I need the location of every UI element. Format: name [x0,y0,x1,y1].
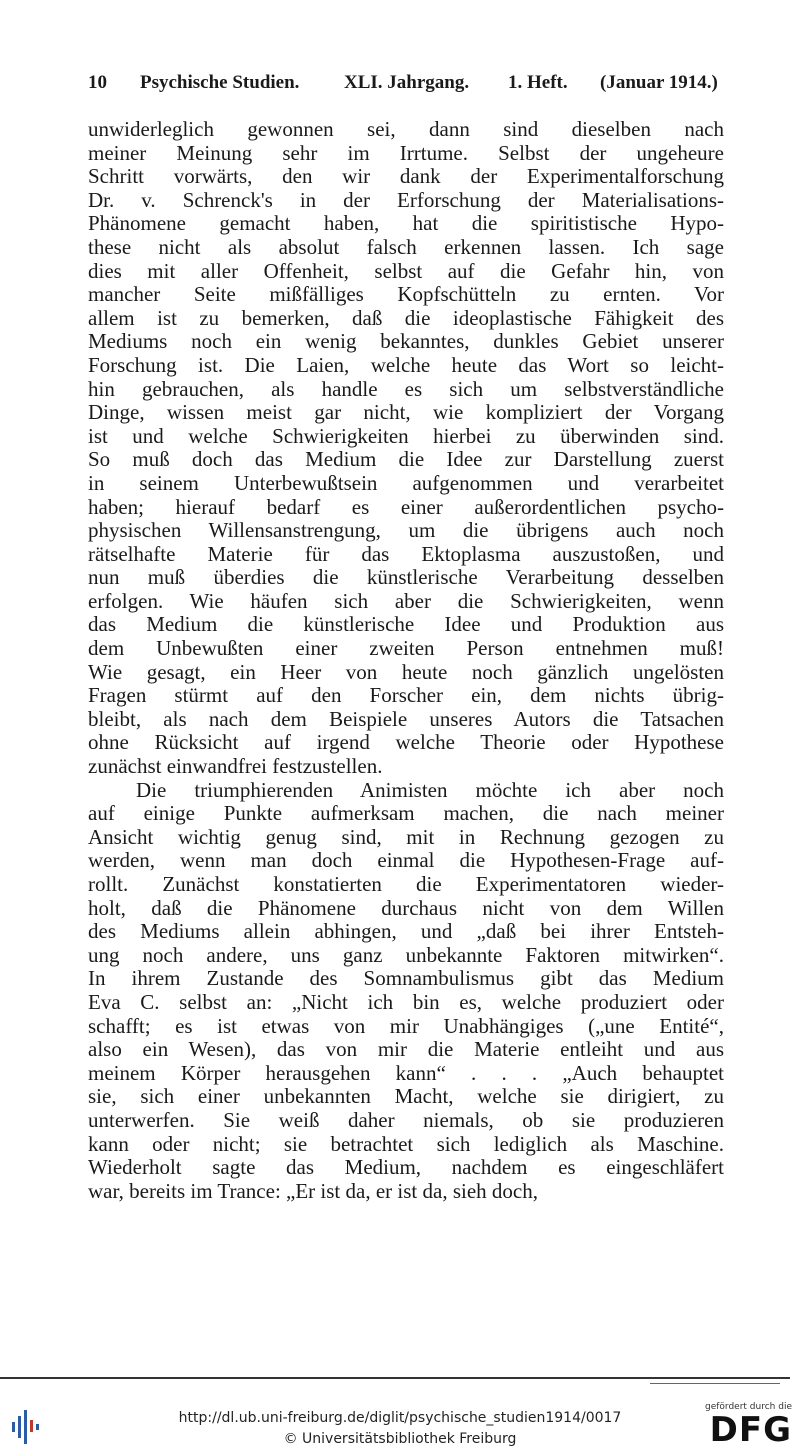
text-line: Phänomene gemacht haben, hat die spiritistische Hypo- [88,212,724,236]
running-header [88,72,724,100]
text-line: kann oder nicht; sie betrachtet sich lediglich als Maschine. [88,1132,724,1156]
text-line: In ihrem Zustande des Somnambulismus gibt das Medium [88,967,724,991]
issue: 1. Heft. [508,72,568,93]
text-line: Eva C. selbst an: „Nicht ich bin es, welche produziert oder [88,990,724,1014]
text-line: Fragen stürmt auf den Forscher ein, dem nichts übrig- [88,684,724,708]
dfg-caption: gefördert durch die [705,1402,792,1412]
text-line: also ein Wesen), das von mir die Materie entleiht und aus [88,1038,724,1062]
text-line: allem ist zu bemerken, daß die ideoplastische Fähigkeit des [88,306,724,330]
text-line: dies mit aller Offenheit, selbst auf die Gefahr hin, von [88,259,724,283]
text-line: So muß doch das Medium die Idee zur Darstellung zuerst [88,448,724,472]
journal-title: Psychische Studien. [140,72,300,93]
text-line: unwiderleglich gewonnen sei, dann sind dieselben nach [88,118,724,141]
text-line: zunächst einwandfrei festzustellen. [88,755,383,779]
text-line: ist und welche Schwierigkeiten hierbei zu überwinden sind. [88,424,724,448]
text-line: unterwerfen. Sie weiß daher niemals, ob sie produzieren [88,1108,724,1132]
text-line: Wiederholt sagte das Medium, nachdem es eingeschläfert [88,1156,724,1180]
text-line: erfolgen. Wie häufen sich aber die Schwierigkeiten, wenn [88,589,724,613]
text-line: haben; hierauf bedarf es einer außerordentlichen psycho- [88,495,724,519]
text-line: meiner Meinung sehr im Irrtume. Selbst der ungeheure [88,141,724,165]
body-text [88,118,724,1203]
volume: XLI. Jahrgang. [344,72,470,93]
text-line: rollt. Zunächst konstatierten die Experimentatoren wieder- [88,873,724,896]
text-line: Dinge, wissen meist gar nicht, wie kompliziert der Vorgang [88,401,724,425]
text-line: ung noch andere, uns ganz unbekannte Faktoren mitwirken“. [88,943,724,967]
bottom-rule [0,1377,790,1379]
text-line: Mediums noch ein wenig bekanntes, dunkles Gebiet unserer [88,330,724,354]
text-line: war, bereits im Trance: „Er ist da, er ist da, sieh doch, [88,1179,538,1203]
text-line: des Mediums allein abhingen, und „daß bei ihrer Entsteh- [88,920,724,944]
copyright-notice: © Universitätsbibliothek Freiburg [283,1431,517,1447]
text-line: Die triumphierenden Animisten möchte ich aber noch [136,778,724,802]
text-line: nun muß überdies die künstlerische Verarbeitung desselben [88,566,724,590]
date: (Januar 1914.) [600,72,718,93]
text-line: physischen Willensanstrengung, um die übrigens auch noch [88,519,724,543]
text-line: bleibt, als nach dem Beispiele unseres Autors die Tatsachen [88,707,724,731]
text-line: Schritt vorwärts, den wir dank der Experimentalforschung [88,165,724,189]
text-line: werden, wenn man doch einmal die Hypothesen-Frage auf- [88,849,724,873]
text-line: Dr. v. Schrenck's in der Erforschung der Materialisations- [88,188,724,212]
text-line: these nicht als absolut falsch erkennen lassen. Ich sage [88,235,724,259]
text-line: mancher Seite mißfälliges Kopfschütteln zu ernten. Vor [88,283,724,307]
dfg-logo [702,1402,792,1452]
source-url[interactable]: http://dl.ub.uni-freiburg.de/diglit/psychische_studien1914/0017 [178,1410,622,1426]
bottom-rule-secondary [650,1383,780,1384]
text-line: dem Unbewußten einer zweiten Person entnehmen muß! [88,637,724,661]
viewer-footer [0,1398,800,1452]
text-line: hin gebrauchen, als handle es sich um selbstverständliche [88,377,724,401]
text-line: Forschung ist. Die Laien, welche heute das Wort so leicht- [88,353,724,377]
page-number: 10 [88,72,107,93]
text-line: Wie gesagt, ein Heer von heute noch gänzlich ungelösten [88,660,724,684]
text-line: holt, daß die Phänomene durchaus nicht von dem Willen [88,896,724,920]
text-line: in seinem Unterbewußtsein aufgenommen und verarbeitet [88,471,724,495]
dfg-logo-text: DFG [709,1410,792,1450]
text-line: sie, sich einer unbekannten Macht, welche sie dirigiert, zu [88,1085,724,1109]
text-line: ohne Rücksicht auf irgend welche Theorie oder Hypothese [88,731,724,755]
text-line: Ansicht wichtig genug sind, mit in Rechnung gezogen zu [88,825,724,849]
text-line: das Medium die künstlerische Idee und Produktion aus [88,613,724,637]
text-line: auf einige Punkte aufmerksam machen, die nach meiner [88,802,724,826]
text-line: meinem Körper herausgehen kann“ . . . „Auch behauptet [88,1061,724,1085]
text-line: rätselhafte Materie für das Ektoplasma auszustoßen, und [88,542,724,566]
text-line: schafft; es ist etwas von mir Unabhängiges („une Entité“, [88,1014,724,1038]
